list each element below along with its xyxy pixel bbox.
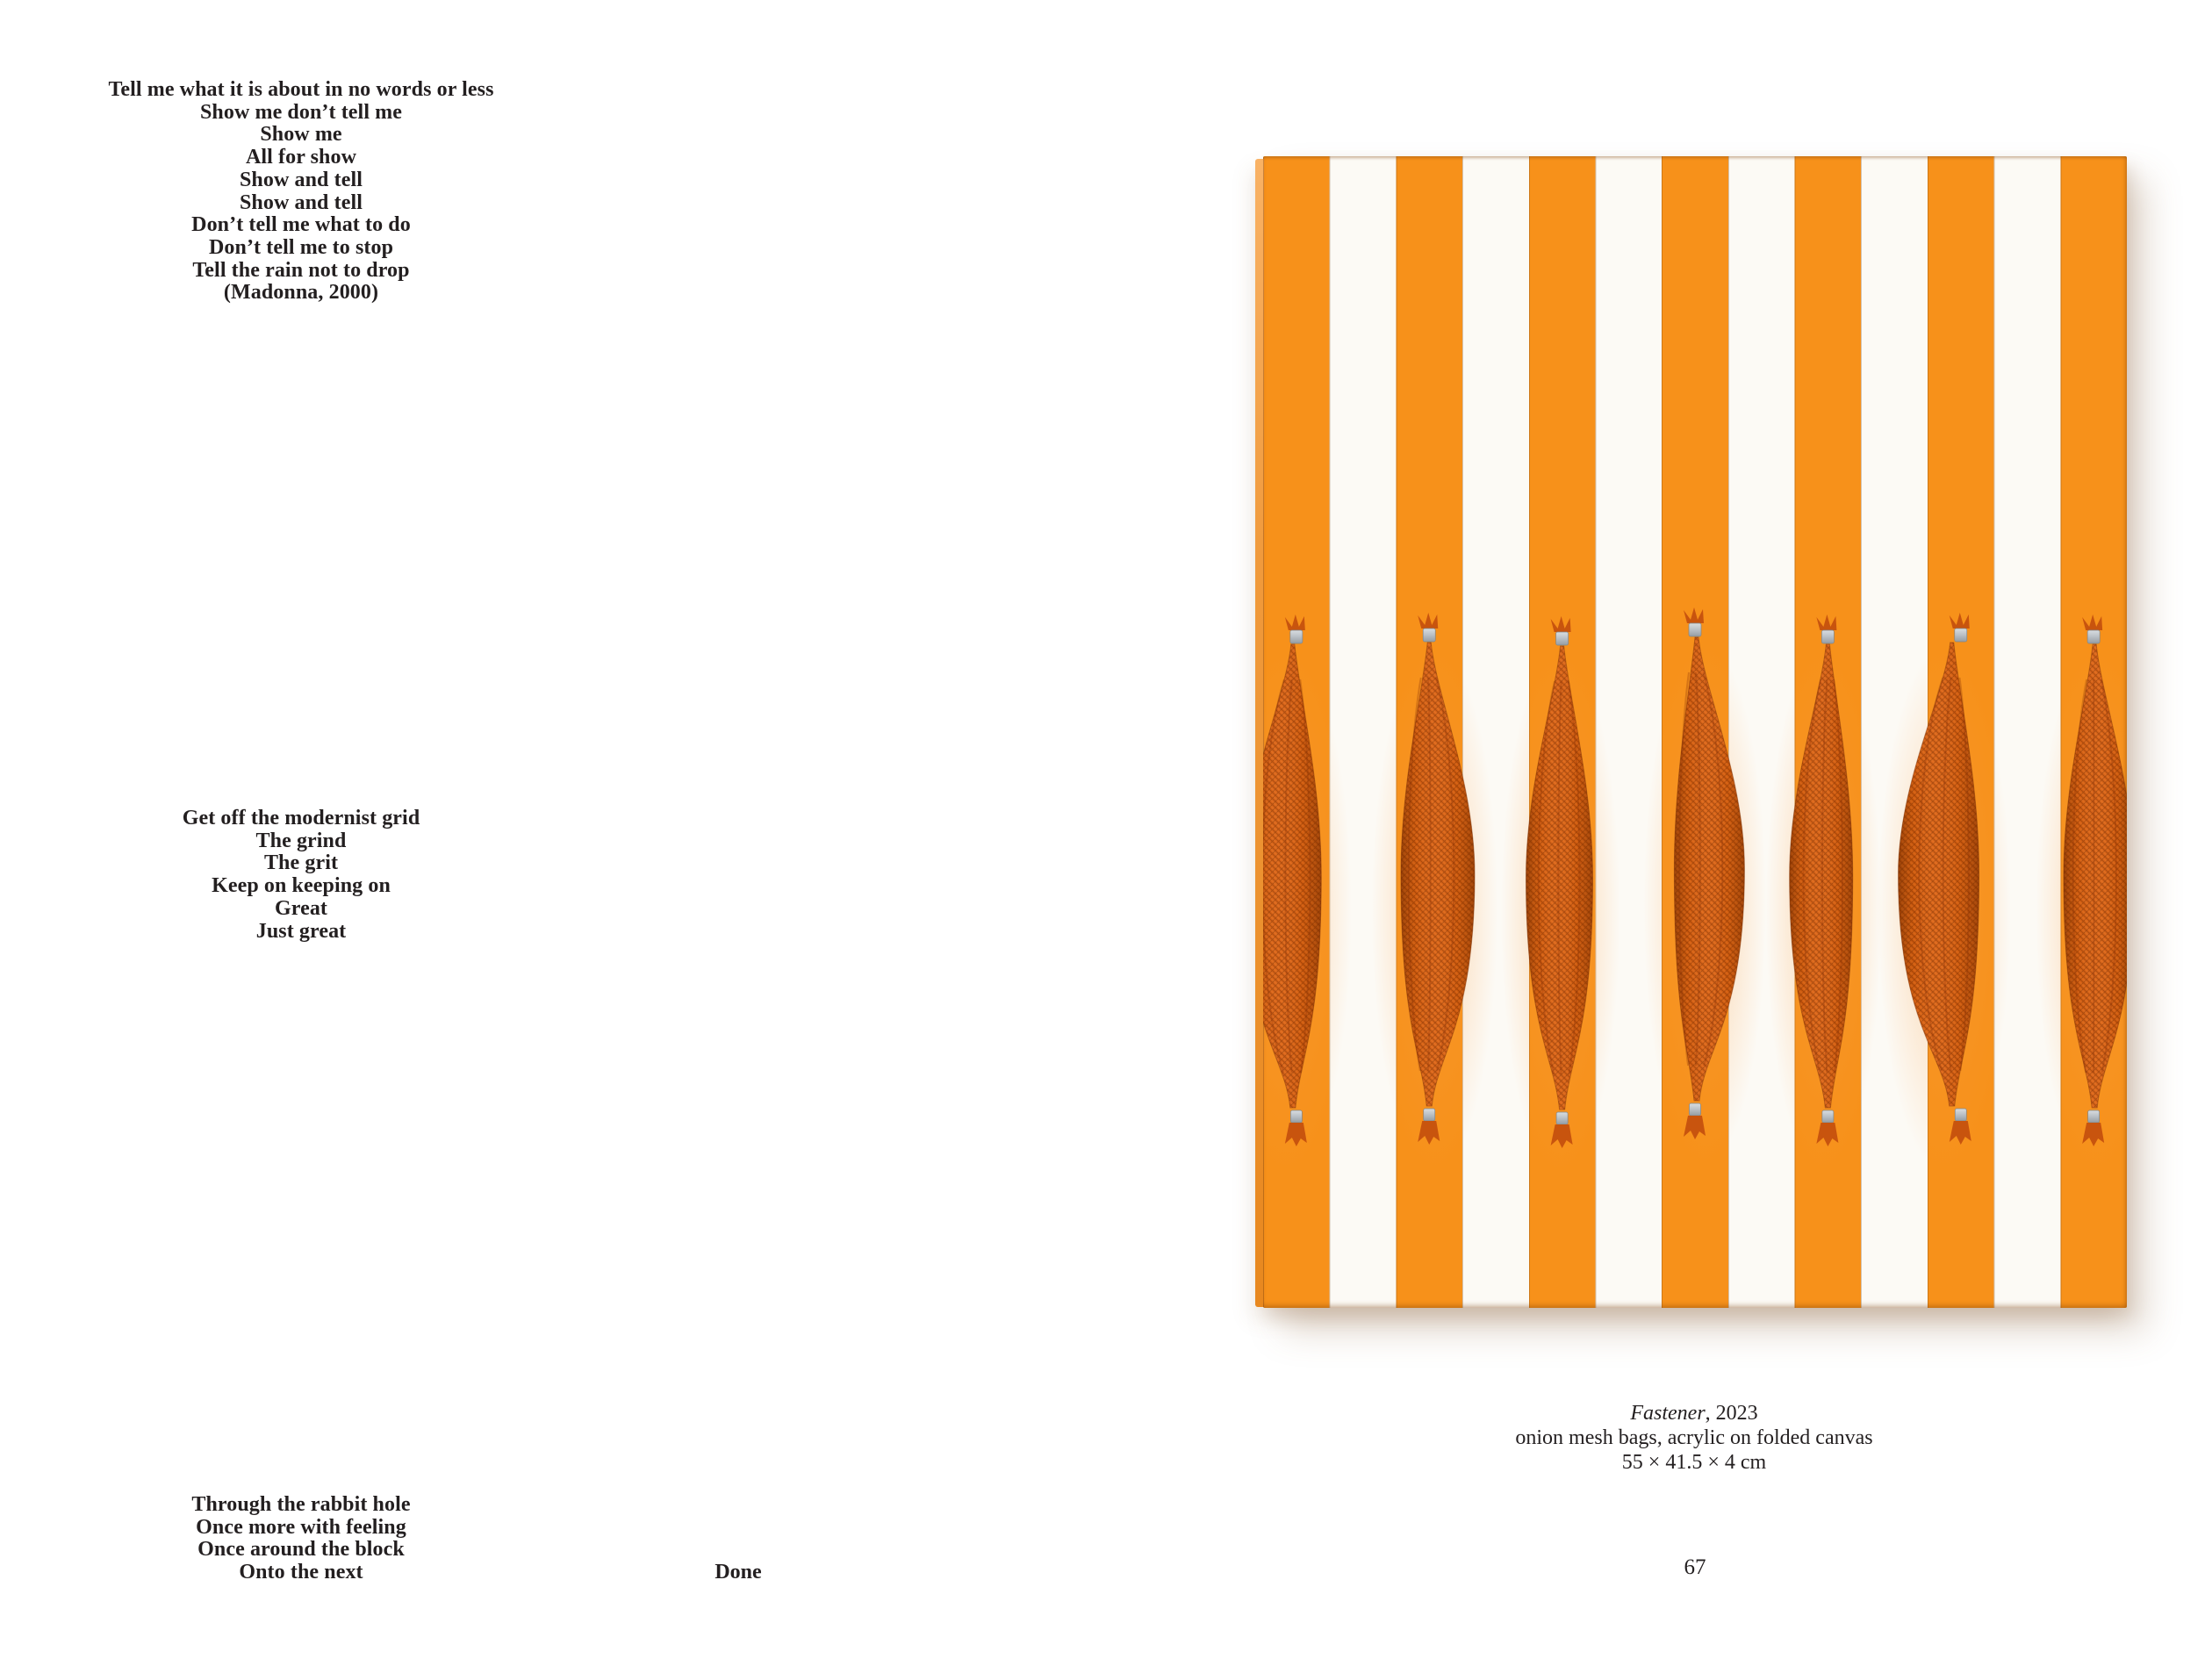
poem-line: Get off the modernist grid: [182, 807, 420, 830]
poem-line: Great: [274, 896, 328, 920]
poem-line: All for show: [245, 146, 357, 169]
artwork-title-line: [1515, 1401, 1872, 1426]
poem-word-done: Done: [715, 1561, 762, 1584]
poem-line: The grind: [255, 829, 347, 852]
artwork-year: , 2023: [1705, 1402, 1758, 1425]
poem-line: Show me don’t tell me: [199, 100, 403, 124]
mesh-bags-layer: [1263, 156, 2127, 1308]
artwork-medium: onion mesh bags, acrylic on folded canvas: [1515, 1426, 1873, 1449]
artwork-dimensions: 55 × 41.5 × 4 cm: [1621, 1451, 1767, 1474]
poem-line: Keep on keeping on: [212, 874, 391, 898]
poem-line: Onto the next: [239, 1561, 363, 1584]
poem-block-bottom: [191, 1494, 410, 1584]
poem-line: Show and tell: [239, 168, 363, 191]
poem-line: Don’t tell me to stop: [208, 235, 394, 259]
poem-line: The grit: [263, 851, 339, 875]
artwork-photo: [1263, 156, 2127, 1308]
poem-block-middle: [183, 808, 420, 943]
poem-line: Show me: [260, 123, 342, 147]
artwork-caption: [1515, 1401, 1872, 1475]
poem-block-top: [108, 79, 493, 305]
poem-line: Through the rabbit hole: [191, 1493, 411, 1516]
poem-line: Don’t tell me what to do: [191, 213, 411, 237]
poem-line: Tell me what it is about in no words or less: [108, 78, 494, 101]
poem-line: Just great: [255, 919, 347, 943]
artwork-title: Fastener: [1630, 1402, 1706, 1425]
poem-line: (Madonna, 2000): [223, 281, 379, 305]
poem-line: Once around the block: [198, 1538, 405, 1562]
page-number: 67: [1684, 1555, 1706, 1579]
poem-line: Show and tell: [239, 190, 363, 214]
poem-line: Once more with feeling: [196, 1515, 406, 1539]
poem-line: Tell the rain not to drop: [192, 258, 410, 282]
